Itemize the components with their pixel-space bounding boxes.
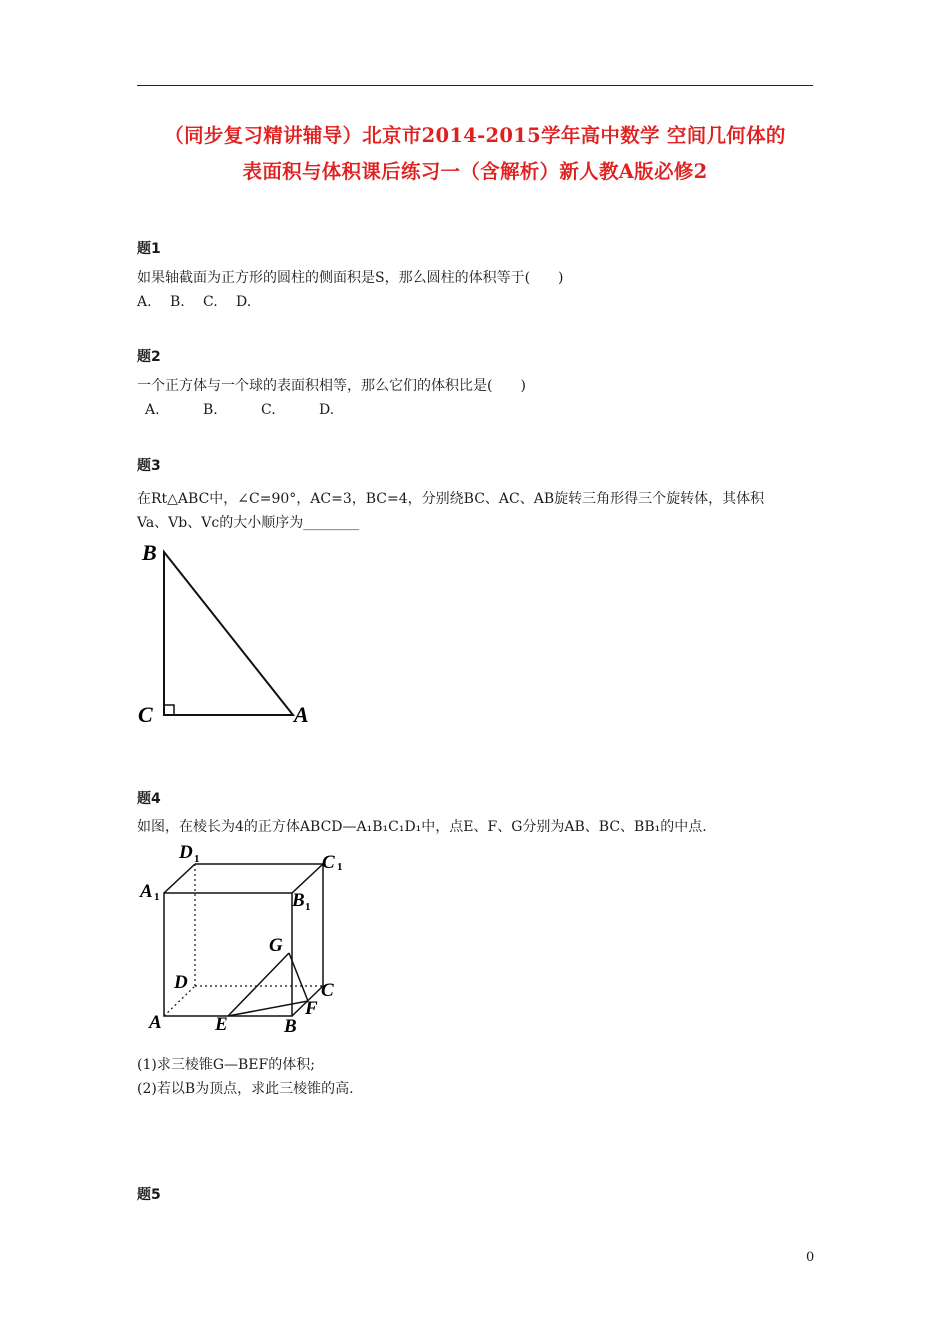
q3-triangle-figure: [130, 535, 330, 735]
q1-option-d[interactable]: D.: [236, 294, 252, 310]
document-title: [120, 118, 830, 190]
q1-text: 如果轴截面为正方形的圆柱的侧面积是S，那么圆柱的体积等于( ): [137, 270, 564, 286]
q1-option-c[interactable]: C.: [203, 294, 218, 310]
title-line-1: （同步复习精讲辅导）北京市2014-2015学年高中数学 空间几何体的: [164, 124, 786, 147]
label-e: E: [215, 1014, 228, 1035]
q3-text-line2: Va、Vb、Vc的大小顺序为________: [137, 515, 360, 531]
q4-text: 如图，在棱长为4的正方体ABCD—A₁B₁C₁D₁中，点E、F、G分别为AB、BC、BB₁的中点.: [137, 819, 707, 835]
label-a1-sub: 1: [154, 891, 160, 903]
q2-options: [145, 402, 334, 418]
q1-option-b[interactable]: B.: [170, 294, 185, 310]
q3-text-line1: 在Rt△ABC中，∠C=90°，AC=3，BC=4，分别绕BC、AC、AB旋转三角形得三个旋转体，其体积: [137, 491, 765, 507]
q4-heading: 题4: [137, 791, 161, 807]
label-f: F: [305, 998, 318, 1019]
header-rule: [137, 85, 813, 86]
triangle-abc: [164, 552, 293, 715]
q1-options: [137, 294, 251, 310]
label-c1: C: [322, 852, 335, 873]
q2-option-b[interactable]: B.: [203, 402, 218, 418]
label-a1: A: [140, 881, 153, 902]
label-c: C: [321, 980, 334, 1001]
label-a: A: [294, 702, 309, 727]
q2-option-c[interactable]: C.: [261, 402, 276, 418]
q2-text: 一个正方体与一个球的表面积相等，那么它们的体积比是( ): [137, 378, 526, 394]
q4-cube-figure: [135, 838, 365, 1038]
q4-part2: (2)若以B为顶点，求此三棱锥的高.: [137, 1081, 354, 1097]
title-line-2: 表面积与体积课后练习一（含解析）新人教A版必修2: [242, 160, 708, 183]
q4-part1: (1)求三棱锥G—BEF的体积;: [137, 1057, 315, 1073]
q2-heading: 题2: [137, 349, 161, 365]
label-b: B: [142, 540, 157, 565]
label-d1: D: [179, 842, 193, 863]
page-number: 0: [806, 1250, 815, 1265]
q1-option-a[interactable]: A.: [137, 294, 152, 310]
q5-heading: 题5: [137, 1187, 161, 1203]
label-d: D: [174, 972, 188, 993]
label-c: C: [138, 702, 153, 727]
q1-heading: 题1: [137, 241, 161, 257]
right-angle-mark: [164, 705, 174, 715]
label-c1-sub: 1: [337, 861, 343, 873]
label-b1: B: [292, 890, 305, 911]
label-a: A: [149, 1012, 162, 1033]
label-b: B: [284, 1016, 297, 1037]
q2-option-d[interactable]: D.: [319, 402, 335, 418]
label-g: G: [269, 935, 283, 956]
label-b1-sub: 1: [305, 901, 311, 913]
q2-option-a[interactable]: A.: [145, 402, 160, 418]
label-d1-sub: 1: [194, 853, 200, 865]
q3-heading: 题3: [137, 458, 161, 474]
